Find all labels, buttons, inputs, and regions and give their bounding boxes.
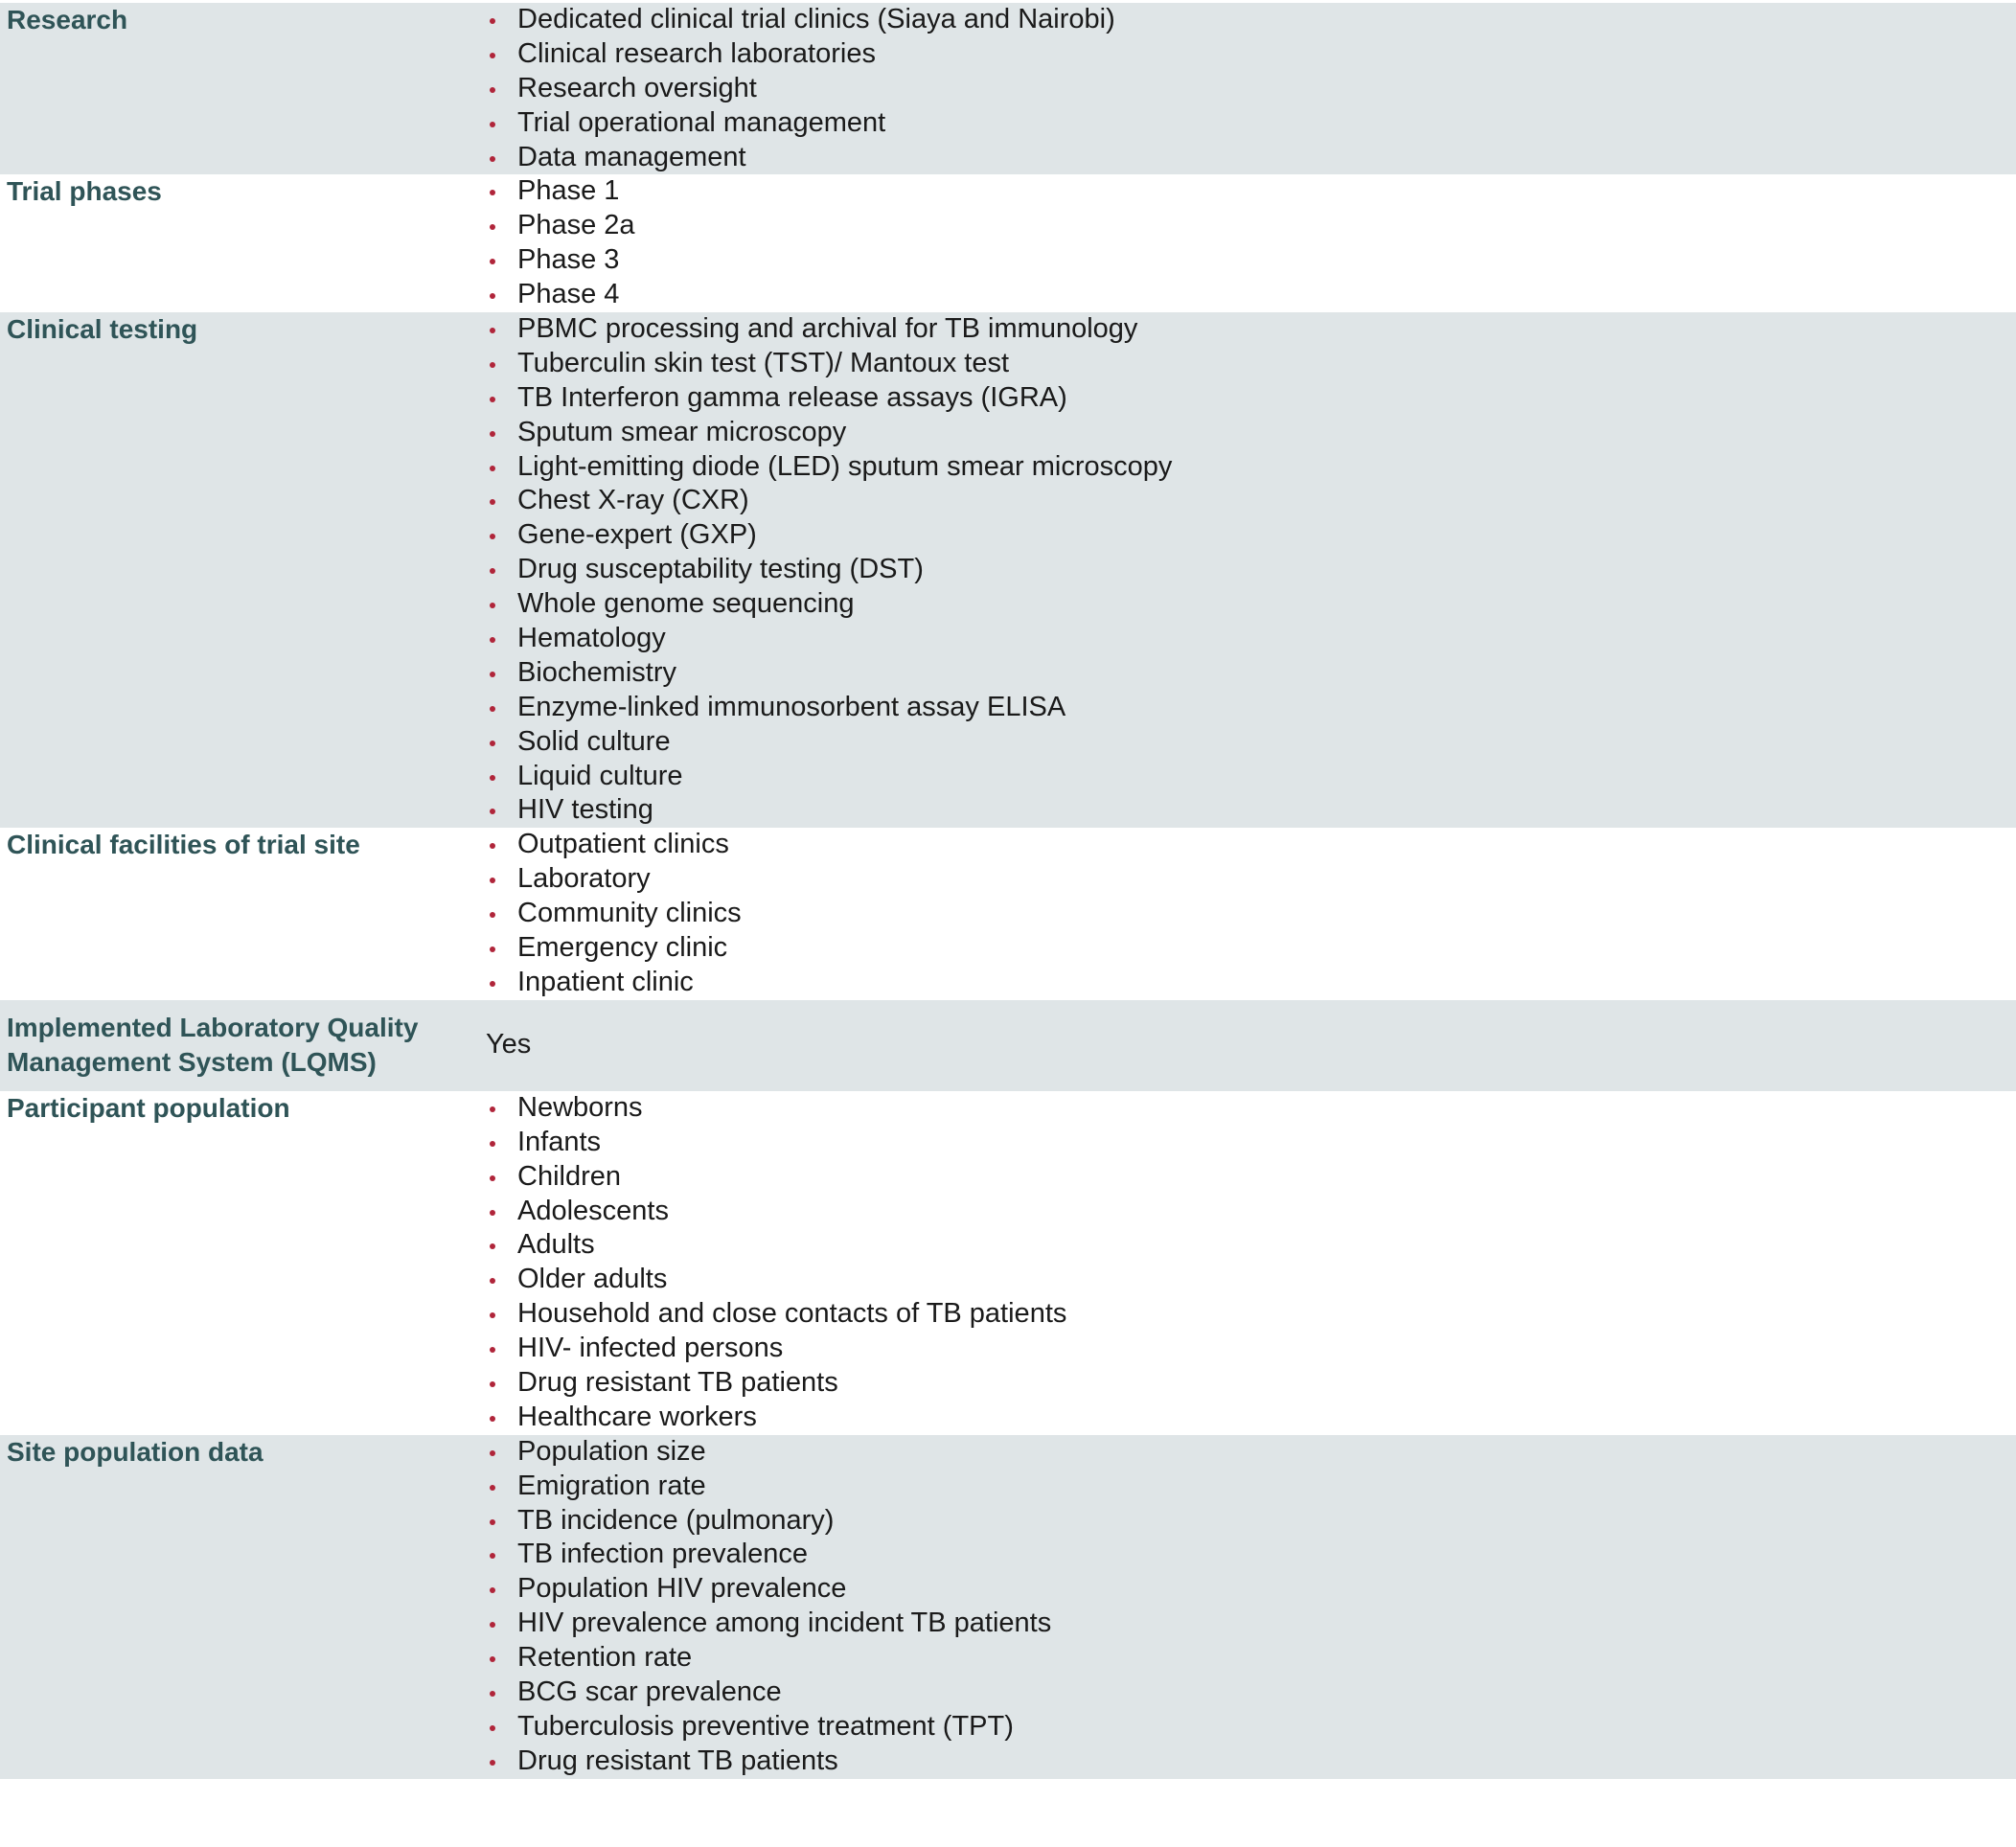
item-list (486, 312, 2016, 828)
item-list (486, 1435, 2016, 1779)
list-item: Data management (486, 141, 2016, 175)
table-row-lqms (0, 1000, 2016, 1091)
list-item: Emigration rate (486, 1470, 2016, 1504)
list-item: Retention rate (486, 1641, 2016, 1676)
table-row-site-population-data (0, 1435, 2016, 1779)
row-label-line: Management System (LQMS) (7, 1047, 377, 1078)
list-item: HIV- infected persons (486, 1332, 2016, 1366)
list-item: Clinical research laboratories (486, 37, 2016, 72)
list-item: Laboratory (486, 862, 2016, 897)
list-item: Children (486, 1160, 2016, 1195)
list-item: Household and close contacts of TB patients (486, 1297, 2016, 1332)
row-label: Trial phases (7, 176, 162, 207)
item-list (486, 1091, 2016, 1435)
row-value (486, 312, 2016, 828)
row-value (486, 1435, 2016, 1779)
list-item: Emergency clinic (486, 931, 2016, 966)
list-item: Outpatient clinics (486, 828, 2016, 862)
row-value (486, 1091, 2016, 1435)
list-item: BCG scar prevalence (486, 1676, 2016, 1710)
table-row-participant-population (0, 1091, 2016, 1435)
list-item: Chest X-ray (CXR) (486, 484, 2016, 518)
row-label: Research (7, 5, 128, 34)
list-item: Infants (486, 1126, 2016, 1160)
list-item: Light-emitting diode (LED) sputum smear microscopy (486, 450, 2016, 485)
list-item: Population HIV prevalence (486, 1572, 2016, 1607)
list-item: HIV testing (486, 793, 2016, 828)
list-item: Phase 1 (486, 174, 2016, 209)
table-row-clinical-testing (0, 312, 2016, 828)
list-item: Trial operational management (486, 106, 2016, 141)
list-item: Phase 3 (486, 243, 2016, 278)
table-row-trial-phases (0, 174, 2016, 312)
row-value (486, 3, 2016, 174)
list-item: Drug resistant TB patients (486, 1366, 2016, 1401)
list-item: Inpatient clinic (486, 966, 2016, 1000)
row-label-line: Implemented Laboratory Quality (7, 1013, 419, 1043)
list-item: Hematology (486, 622, 2016, 656)
list-item: Solid culture (486, 725, 2016, 760)
list-item: Phase 4 (486, 278, 2016, 312)
list-item: Drug susceptability testing (DST) (486, 553, 2016, 587)
list-item: Dedicated clinical trial clinics (Siaya and Nairobi) (486, 3, 2016, 37)
list-item: Drug resistant TB patients (486, 1744, 2016, 1779)
row-label: Site population data (7, 1436, 263, 1467)
list-item: TB infection prevalence (486, 1538, 2016, 1572)
item-list (486, 828, 2016, 999)
list-item: Enzyme-linked immunosorbent assay ELISA (486, 691, 2016, 725)
list-item: Sputum smear microscopy (486, 416, 2016, 450)
list-item: Adolescents (486, 1195, 2016, 1229)
row-value: Yes (486, 1029, 532, 1060)
list-item: Older adults (486, 1263, 2016, 1297)
row-value (486, 828, 2016, 999)
item-list (486, 174, 2016, 312)
row-label: Participant population (7, 1092, 290, 1123)
list-item: TB Interferon gamma release assays (IGRA) (486, 381, 2016, 416)
list-item: Biochemistry (486, 656, 2016, 691)
table-row-clinical-facilities (0, 828, 2016, 999)
row-label: Clinical facilities of trial site (7, 830, 360, 860)
row-label: Clinical testing (7, 314, 198, 345)
list-item: Gene-expert (GXP) (486, 518, 2016, 553)
list-item: PBMC processing and archival for TB immunology (486, 312, 2016, 347)
row-label (0, 1011, 486, 1080)
list-item: Phase 2a (486, 209, 2016, 243)
list-item: Whole genome sequencing (486, 587, 2016, 622)
list-item: Research oversight (486, 72, 2016, 106)
list-item: Tuberculosis preventive treatment (TPT) (486, 1710, 2016, 1744)
list-item: TB incidence (pulmonary) (486, 1504, 2016, 1539)
table-row-research (0, 3, 2016, 174)
list-item: HIV prevalence among incident TB patients (486, 1607, 2016, 1641)
list-item: Newborns (486, 1091, 2016, 1126)
row-value (486, 174, 2016, 312)
list-item: Adults (486, 1228, 2016, 1263)
list-item: Liquid culture (486, 760, 2016, 794)
list-item: Healthcare workers (486, 1401, 2016, 1435)
trial-site-capabilities-table (0, 3, 2016, 1779)
item-list (486, 3, 2016, 174)
list-item: Tuberculin skin test (TST)/ Mantoux test (486, 347, 2016, 381)
list-item: Population size (486, 1435, 2016, 1470)
list-item: Community clinics (486, 897, 2016, 931)
